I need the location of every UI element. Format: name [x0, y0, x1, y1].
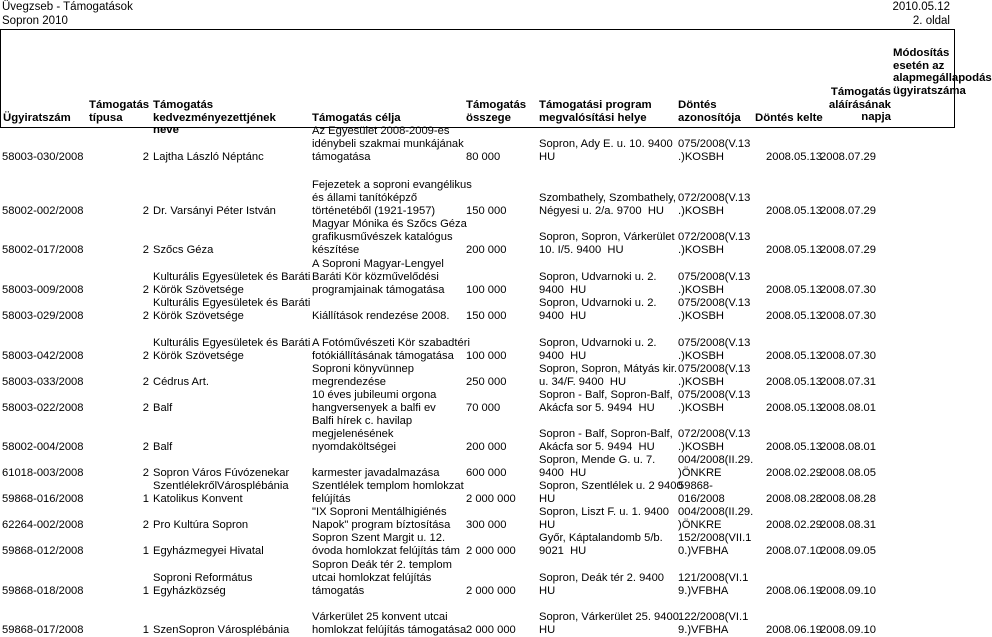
- row-sign-date: 2008.08.01: [820, 402, 876, 414]
- row-purpose: Sopron Deák tér 2. templom utcai homlokzat felújítás támogatás: [312, 559, 452, 597]
- row-beneficiary: Cédrus Art.: [153, 376, 209, 388]
- row-purpose: Az Egyesület 2008-2009-es idénybeli szakmai munkájának támogatása: [312, 125, 464, 163]
- row-purpose: Szentlélek templom homlokzat felújítás: [312, 480, 464, 505]
- row-program: Sopron, Szentlélek u. 2 9400 HU: [539, 480, 683, 505]
- row-decision-date: 2008.06.19: [766, 624, 822, 636]
- row-amount: 150 000: [466, 310, 507, 322]
- row-sign-date: 2008.07.29: [820, 151, 876, 163]
- row-type: 1: [142, 545, 149, 557]
- row-purpose: A Soproni Magyar-Lengyel Baráti Kör közművelődési programjainak támogatása: [312, 258, 445, 296]
- row-sign-date: 2008.07.29: [820, 205, 876, 217]
- row-id: 58002-004/2008: [2, 441, 84, 453]
- row-type: 2: [142, 205, 149, 217]
- row-decision: 075/2008(V.13 .)KOSBH: [678, 138, 751, 163]
- row-decision-date: 2008.05.13: [766, 205, 822, 217]
- row-id: 58003-029/2008: [2, 310, 84, 322]
- row-type: 2: [142, 310, 149, 322]
- row-beneficiary: Kulturális Egyesületek és Baráti Körök Szövetsége: [153, 271, 311, 296]
- row-program: Sopron, Liszt F. u. 1. 9400 HU: [539, 506, 669, 531]
- row-type: 2: [142, 244, 149, 256]
- row-beneficiary: Lajtha László Néptánc: [153, 151, 264, 163]
- row-sign-date: 2008.09.05: [820, 545, 876, 557]
- row-decision: 075/2008(V.13 .)KOSBH: [678, 297, 751, 322]
- row-program: Győr, Káptalandomb 5/b. 9021 HU: [539, 532, 663, 557]
- col-header-program: Támogatási program megvalósítási helye: [539, 99, 652, 124]
- row-amount: 70 000: [466, 402, 501, 414]
- row-purpose: Sopron Szent Margit u. 12. óvoda homlokzat felújítás tám: [312, 532, 460, 557]
- row-decision: 075/2008(V.13 .)KOSBH: [678, 363, 751, 388]
- row-type: 1: [142, 493, 149, 505]
- row-decision-date: 2008.06.19: [766, 585, 822, 597]
- row-type: 1: [142, 624, 149, 636]
- row-id: 58003-009/2008: [2, 284, 84, 296]
- row-sign-date: 2008.09.10: [820, 585, 876, 597]
- row-id: 58002-017/2008: [2, 244, 84, 256]
- row-beneficiary: Pro Kultúra Sopron: [153, 519, 249, 531]
- row-decision-date: 2008.05.13: [766, 151, 822, 163]
- row-purpose: Magyar Mónika és Szőcs Géza grafikusművészek katalógus készítése: [312, 218, 467, 256]
- row-id: 59868-012/2008: [2, 545, 84, 557]
- row-program: Sopron, Sopron, Mátyás kir. u. 34/F. 9400 HU: [539, 363, 678, 388]
- row-program: Sopron, Várkerület 25. 9400 HU: [539, 611, 679, 636]
- row-decision: 121/2008(VI.1 9.)VFBHA: [678, 572, 749, 597]
- row-purpose: Balfi hírek c. havilap megjelenésének nyomdaköltségei: [312, 415, 413, 453]
- row-type: 2: [142, 376, 149, 388]
- row-decision-date: 2008.07.10: [766, 545, 822, 557]
- col-header-decision: Döntés azonosítója: [678, 99, 741, 124]
- row-beneficiary: Sopron Város Fúvózenekar: [153, 467, 290, 479]
- row-id: 58002-002/2008: [2, 205, 84, 217]
- row-decision: 075/2008(V.13 .)KOSBH: [678, 271, 751, 296]
- row-decision: 004/2008(II.29. )ÖNKRE: [678, 454, 754, 479]
- document-title: Üvegzseb - Támogatások: [2, 1, 133, 13]
- row-purpose: Fejezetek a soproni evangélikus és állami tanítóképző történetéből (1921-1957): [312, 179, 472, 217]
- row-beneficiary: Kulturális Egyesületek és Baráti Körök Szövetsége: [153, 297, 311, 322]
- row-amount: 100 000: [466, 284, 507, 296]
- col-header-type: Támogatás típusa: [89, 99, 150, 124]
- row-program: Sopron, Deák tér 2. 9400 HU: [539, 572, 665, 597]
- row-amount: 2 000 000: [466, 624, 516, 636]
- col-header-beneficiary: Támogatás kedvezményezettjének neve: [153, 99, 276, 136]
- row-sign-date: 2008.08.28: [820, 493, 876, 505]
- row-sign-date: 2008.08.05: [820, 467, 876, 479]
- row-sign-date: 2008.07.31: [820, 376, 876, 388]
- row-beneficiary: Egyházmegyei Hivatal: [153, 545, 264, 557]
- row-beneficiary: Soproni Református Egyházközség: [153, 572, 253, 597]
- row-purpose: karmester javadalmazása: [312, 467, 440, 479]
- row-amount: 600 000: [466, 467, 507, 479]
- row-program: Sopron, Sopron, Várkerület 10. I/5. 9400 HU: [539, 231, 675, 256]
- row-purpose: Kiállítások rendezése 2008.: [312, 310, 450, 322]
- col-header-modified: Módosítás esetén az alapmegállapodás ügyiratszáma: [893, 47, 992, 97]
- row-sign-date: 2008.07.30: [820, 310, 876, 322]
- row-id: 58003-033/2008: [2, 376, 84, 388]
- row-id: 58003-042/2008: [2, 350, 84, 362]
- row-id: 58003-022/2008: [2, 402, 84, 414]
- row-sign-date: 2008.08.31: [820, 519, 876, 531]
- row-amount: 200 000: [466, 244, 507, 256]
- row-decision: 122/2008(VI.1 9.)VFBHA: [678, 611, 749, 636]
- row-id: 62264-002/2008: [2, 519, 84, 531]
- row-amount: 250 000: [466, 376, 507, 388]
- row-type: 2: [142, 441, 149, 453]
- row-id: 58003-030/2008: [2, 151, 84, 163]
- row-program: Szombathely, Szombathely, Négyesi u. 2/a. 9700 HU: [539, 192, 677, 217]
- row-decision: 072/2008(V.13 .)KOSBH: [678, 428, 751, 453]
- row-purpose: 10 éves jubileumi orgona hangversenyek a balfi ev: [312, 389, 437, 414]
- row-beneficiary: Balf: [153, 402, 173, 414]
- row-type: 1: [142, 585, 149, 597]
- row-program: Sopron, Udvarnoki u. 2. 9400 HU: [539, 271, 657, 296]
- row-decision: 072/2008(V.13 .)KOSBH: [678, 192, 751, 217]
- row-type: 2: [142, 467, 149, 479]
- row-program: Sopron, Udvarnoki u. 2. 9400 HU: [539, 297, 657, 322]
- row-decision-date: 2008.08.28: [766, 493, 822, 505]
- row-type: 2: [142, 284, 149, 296]
- row-decision-date: 2008.02.29: [766, 519, 822, 531]
- row-decision: 004/2008(II.29. )ÖNKRE: [678, 506, 754, 531]
- row-sign-date: 2008.07.29: [820, 244, 876, 256]
- row-amount: 150 000: [466, 205, 507, 217]
- row-id: 61018-003/2008: [2, 467, 84, 479]
- row-decision-date: 2008.05.13: [766, 350, 822, 362]
- row-amount: 2 000 000: [466, 585, 516, 597]
- row-amount: 2 000 000: [466, 493, 516, 505]
- page-number: 2. oldal: [912, 15, 950, 27]
- row-program: Sopron - Balf, Sopron-Balf, Akácfa sor 5. 9494 HU: [539, 389, 673, 414]
- row-decision: 59868- 016/2008: [678, 480, 725, 505]
- row-type: 2: [142, 402, 149, 414]
- row-beneficiary: SzenSopron Városplébánia: [153, 624, 290, 636]
- row-amount: 80 000: [466, 151, 501, 163]
- col-header-sign-date: Támogatás aláírásának napja: [828, 86, 891, 123]
- document-subtitle: Sopron 2010: [2, 15, 68, 27]
- row-decision: 075/2008(V.13 .)KOSBH: [678, 337, 751, 362]
- row-decision: 072/2008(V.13 .)KOSBH: [678, 231, 751, 256]
- col-header-purpose: Támogatás célja: [312, 112, 401, 124]
- document-date: 2010.05.12: [892, 1, 950, 13]
- row-decision: 152/2008(VII.1 0.)VFBHA: [678, 532, 752, 557]
- row-program: Sopron, Udvarnoki u. 2. 9400 HU: [539, 337, 657, 362]
- row-type: 2: [142, 151, 149, 163]
- row-beneficiary: Szőcs Géza: [153, 244, 214, 256]
- row-amount: 300 000: [466, 519, 507, 531]
- row-sign-date: 2008.07.30: [820, 350, 876, 362]
- row-decision-date: 2008.05.13: [766, 376, 822, 388]
- row-program: Sopron, Mende G. u. 7. 9400 HU: [539, 454, 656, 479]
- row-sign-date: 2008.08.01: [820, 441, 876, 453]
- row-purpose: Soproni könyvünnep megrendezése: [312, 363, 415, 388]
- row-program: Sopron, Ady E. u. 10. 9400 HU: [539, 138, 673, 163]
- row-amount: 100 000: [466, 350, 507, 362]
- row-amount: 200 000: [466, 441, 507, 453]
- row-decision-date: 2008.05.13: [766, 244, 822, 256]
- row-id: 59868-018/2008: [2, 585, 84, 597]
- col-header-id: Ügyiratszám: [3, 112, 71, 124]
- row-id: 59868-017/2008: [2, 624, 84, 636]
- row-purpose: "IX Soproni Mentálhigiénés Napok" program bíztosítása: [312, 506, 451, 531]
- row-decision-date: 2008.05.13: [766, 310, 822, 322]
- row-decision-date: 2008.02.29: [766, 467, 822, 479]
- col-header-amount: Támogatás összege: [466, 99, 527, 124]
- row-amount: 2 000 000: [466, 545, 516, 557]
- row-beneficiary: SzentlélekrőlVárosplébánia Katolikus Konvent: [153, 480, 289, 505]
- row-sign-date: 2008.09.10: [820, 624, 876, 636]
- row-type: 2: [142, 519, 149, 531]
- row-decision-date: 2008.05.13: [766, 441, 822, 453]
- row-program: Sopron - Balf, Sopron-Balf, Akácfa sor 5. 9494 HU: [539, 428, 673, 453]
- row-purpose: Várkerület 25 konvent utcai homlokzat felújítás támogatása: [312, 611, 467, 636]
- row-id: 59868-016/2008: [2, 493, 84, 505]
- row-beneficiary: Kulturális Egyesületek és Baráti Körök Szövetsége: [153, 337, 311, 362]
- row-type: 2: [142, 350, 149, 362]
- row-purpose: A Fotóművészeti Kör szabadtéri fotókiállításának támogatása: [312, 337, 470, 362]
- row-beneficiary: Dr. Varsányi Péter István: [153, 205, 276, 217]
- col-header-decision-date: Döntés kelte: [755, 112, 823, 124]
- row-decision-date: 2008.05.13: [766, 402, 822, 414]
- row-decision-date: 2008.05.13: [766, 284, 822, 296]
- row-beneficiary: Balf: [153, 441, 173, 453]
- row-decision: 075/2008(V.13 .)KOSBH: [678, 389, 751, 414]
- row-sign-date: 2008.07.30: [820, 284, 876, 296]
